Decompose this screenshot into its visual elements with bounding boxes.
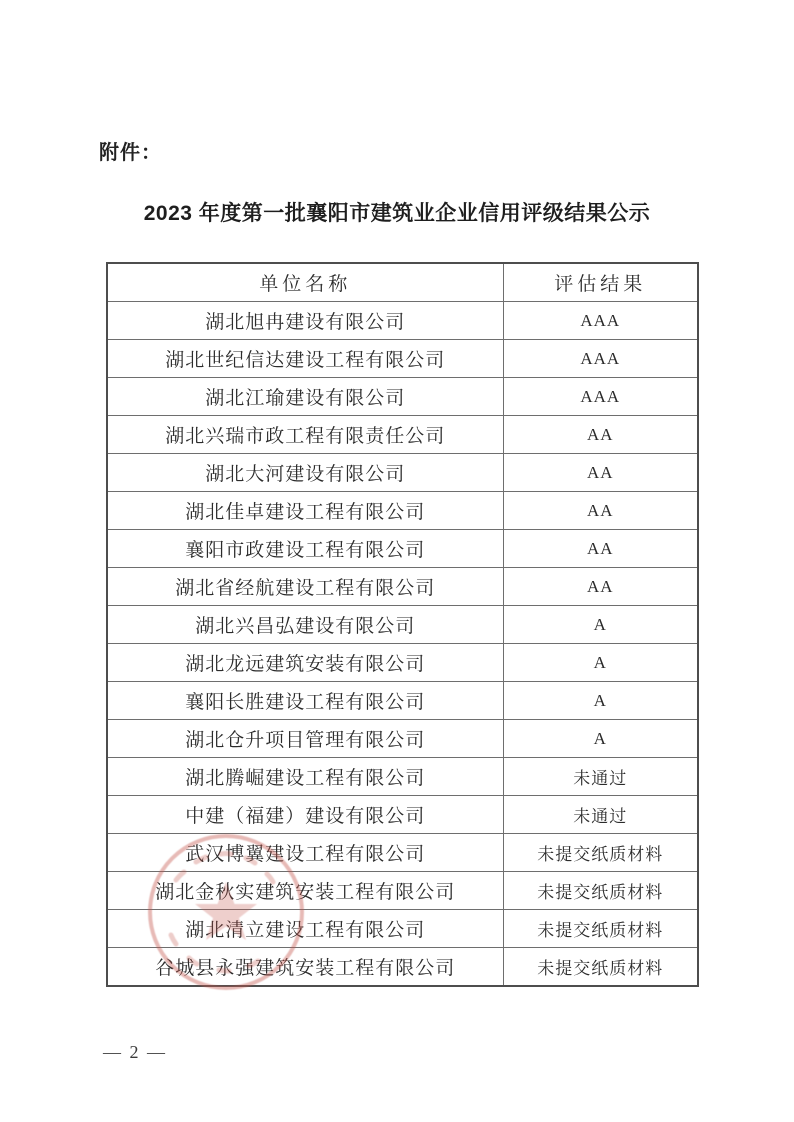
column-header-assessment-result: 评估结果 (503, 263, 698, 302)
assessment-result-cell: A (503, 606, 698, 644)
company-name-cell: 湖北龙远建筑安装有限公司 (107, 644, 503, 682)
table-row (107, 454, 698, 492)
company-name-cell: 湖北江瑜建设有限公司 (107, 378, 503, 416)
table-row (107, 416, 698, 454)
table-row (107, 758, 698, 796)
assessment-result-cell: 未提交纸质材料 (503, 872, 698, 910)
assessment-result-cell: A (503, 682, 698, 720)
company-name-cell: 湖北旭冉建设有限公司 (107, 302, 503, 340)
table-row (107, 530, 698, 568)
table-row (107, 834, 698, 872)
credit-rating-table (106, 262, 699, 987)
company-name-cell: 湖北兴瑞市政工程有限责任公司 (107, 416, 503, 454)
table-row (107, 302, 698, 340)
table-row (107, 492, 698, 530)
company-name-cell: 湖北清立建设工程有限公司 (107, 910, 503, 948)
company-name-cell: 湖北金秋实建筑安装工程有限公司 (107, 872, 503, 910)
company-name-cell: 湖北仓升项目管理有限公司 (107, 720, 503, 758)
attachment-label: 附件： (99, 142, 162, 164)
assessment-result-cell: AA (503, 492, 698, 530)
company-name-cell: 湖北世纪信达建设工程有限公司 (107, 340, 503, 378)
assessment-result-cell: 未通过 (503, 796, 698, 834)
table-row (107, 720, 698, 758)
company-name-cell: 湖北大河建设有限公司 (107, 454, 503, 492)
company-name-cell: 谷城县永强建筑安装工程有限公司 (107, 948, 503, 987)
table-header-row (107, 263, 698, 302)
assessment-result-cell: A (503, 720, 698, 758)
assessment-result-cell: AA (503, 568, 698, 606)
assessment-result-cell: AA (503, 454, 698, 492)
table-row (107, 682, 698, 720)
page-title: 2023 年度第一批襄阳市建筑业企业信用评级结果公示 (143, 202, 651, 225)
table-row (107, 948, 698, 987)
table-row (107, 644, 698, 682)
company-name-cell: 襄阳市政建设工程有限公司 (107, 530, 503, 568)
table-row (107, 378, 698, 416)
company-name-cell: 湖北佳卓建设工程有限公司 (107, 492, 503, 530)
table-row (107, 910, 698, 948)
column-header-company-name: 单位名称 (107, 263, 503, 302)
assessment-result-cell: AAA (503, 378, 698, 416)
table-row (107, 568, 698, 606)
table-row (107, 796, 698, 834)
assessment-result-cell: 未提交纸质材料 (503, 910, 698, 948)
company-name-cell: 湖北省经航建设工程有限公司 (107, 568, 503, 606)
company-name-cell: 湖北兴昌弘建设有限公司 (107, 606, 503, 644)
table-row (107, 340, 698, 378)
company-name-cell: 湖北腾崛建设工程有限公司 (107, 758, 503, 796)
page-number: — 2 — (103, 1042, 167, 1062)
table-row (107, 872, 698, 910)
company-name-cell: 襄阳长胜建设工程有限公司 (107, 682, 503, 720)
assessment-result-cell: AA (503, 416, 698, 454)
company-name-cell: 中建（福建）建设有限公司 (107, 796, 503, 834)
table-row (107, 606, 698, 644)
assessment-result-cell: 未提交纸质材料 (503, 834, 698, 872)
assessment-result-cell: AA (503, 530, 698, 568)
assessment-result-cell: 未通过 (503, 758, 698, 796)
assessment-result-cell: 未提交纸质材料 (503, 948, 698, 987)
company-name-cell: 武汉博翼建设工程有限公司 (107, 834, 503, 872)
assessment-result-cell: A (503, 644, 698, 682)
assessment-result-cell: AAA (503, 340, 698, 378)
assessment-result-cell: AAA (503, 302, 698, 340)
